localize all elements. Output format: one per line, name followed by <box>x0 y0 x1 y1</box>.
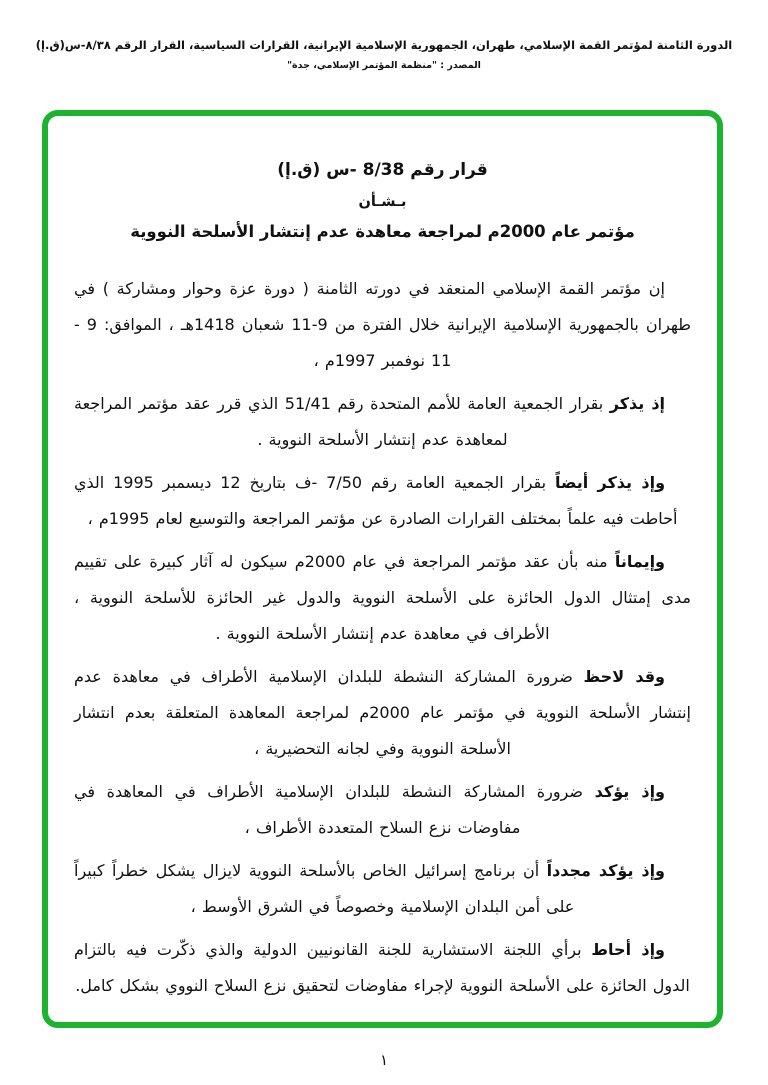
paragraph-lead: وإذ يؤكد مجدداً <box>546 861 665 880</box>
paragraph-text: منه بأن عقد مؤتمر المراجعة في عام 2000م سيكون له آثار كبيرة على تقييم مدى إمتثال الدول الحائزة على الأسلحة النووية والدول غير الحائزة للأسلحة النووية ، الأطراف في معاهدة عدم إنتشار الأسلحة النووية . <box>74 552 691 643</box>
document-header <box>0 38 768 71</box>
header-citation: الدورة الثامنة لمؤتمر القمة الإسلامي، طهران، الجمهورية الإسلامية الإيرانية، القرارات السياسية، القرار الرقم ٨/٣٨-س(ق.إ) <box>35 38 733 52</box>
paragraph-text: ضرورة المشاركة النشطة للبلدان الإسلامية الأطراف في المعاهدة في مفاوضات نزع السلاح المتعددة الأطراف ، <box>74 782 595 837</box>
paragraph-lead: وإذ يؤكد <box>594 782 666 801</box>
title-regarding: بـشـأن <box>358 194 407 210</box>
paragraph-taking-note <box>74 932 691 1004</box>
paragraph-recalling-also <box>74 465 691 537</box>
paragraph-text: أن برنامج إسرائيل الخاص بالأسلحة النووية لايزال يشكل خطراً كبيراً على أمن البلدان الإسلامية وخصوصاً في الشرق الأوسط ، <box>74 861 575 916</box>
header-source: المصدر : "منظمة المؤتمر الإسلامي، جدة" <box>287 60 481 71</box>
paragraph-lead: وإذ يذكر أيضاً <box>554 473 666 492</box>
title-block <box>74 160 691 241</box>
paragraph-recalling <box>74 386 691 458</box>
document-border-frame <box>42 110 723 1028</box>
paragraph-text: بقرار الجمعية العامة للأمم المتحدة رقم 51/41 الذي قرر عقد مؤتمر المراجعة لمعاهدة عدم إنتشار الأسلحة النووية . <box>74 394 610 449</box>
paragraph-believing <box>74 544 691 652</box>
page-number: ١ <box>379 1051 389 1069</box>
paragraph-text: برأي اللجنة الاستشارية للجنة القانونيين الدولية والذي ذكّرت فيه بالتزام الدول الحائزة على الأسلحة النووية لإجراء مفاوضات لتحقيق نزع السلاح النووي بشكل كامل. <box>74 940 690 995</box>
paragraph-stressing <box>74 774 691 846</box>
paragraph-having-noted <box>74 659 691 767</box>
paragraph-lead: وإيماناً <box>614 552 665 571</box>
paragraph-lead: إذ يذكر <box>609 394 666 413</box>
paragraph-text: إن مؤتمر القمة الإسلامي المنعقد في دورته الثامنة ( دورة عزة وحوار ومشاركة ) في طهران بالجمهورية الإسلامية الإيرانية خلال الفترة من 9-11 شعبان 1418هـ ، الموافق: 9 - 11 نوفمبر 1997م ، <box>74 279 692 370</box>
paragraph-preamble <box>74 271 691 379</box>
document-body <box>74 271 691 1004</box>
resolution-number-title: قرار رقم 8/38 -س (ق.إ) <box>277 160 488 180</box>
title-subject: مؤتمر عام 2000م لمراجعة معاهدة عدم إنتشار الأسلحة النووية <box>130 222 635 241</box>
paragraph-text: بقرار الجمعية العامة رقم 7/50 -ف بتاريخ 12 ديسمبر 1995 الذي أحاطت فيه علماً بمختلف القرارات الصادرة عن مؤتمر المراجعة والتوسيع لعام 1995م ، <box>74 473 678 528</box>
paragraph-lead: وإذ أحاط <box>591 940 666 959</box>
paragraph-lead: وقد لاحظ <box>583 667 666 686</box>
paragraph-text: ضرورة المشاركة النشطة للبلدان الإسلامية الأطراف في معاهدة عدم إنتشار الأسلحة النووية في مؤتمر عام 2000م لمراجعة المعاهدة المتعلقة بعدم انتشار الأسلحة النووية وفي لجانه التحضيرية ، <box>74 667 692 758</box>
paragraph-reaffirming <box>74 853 691 925</box>
